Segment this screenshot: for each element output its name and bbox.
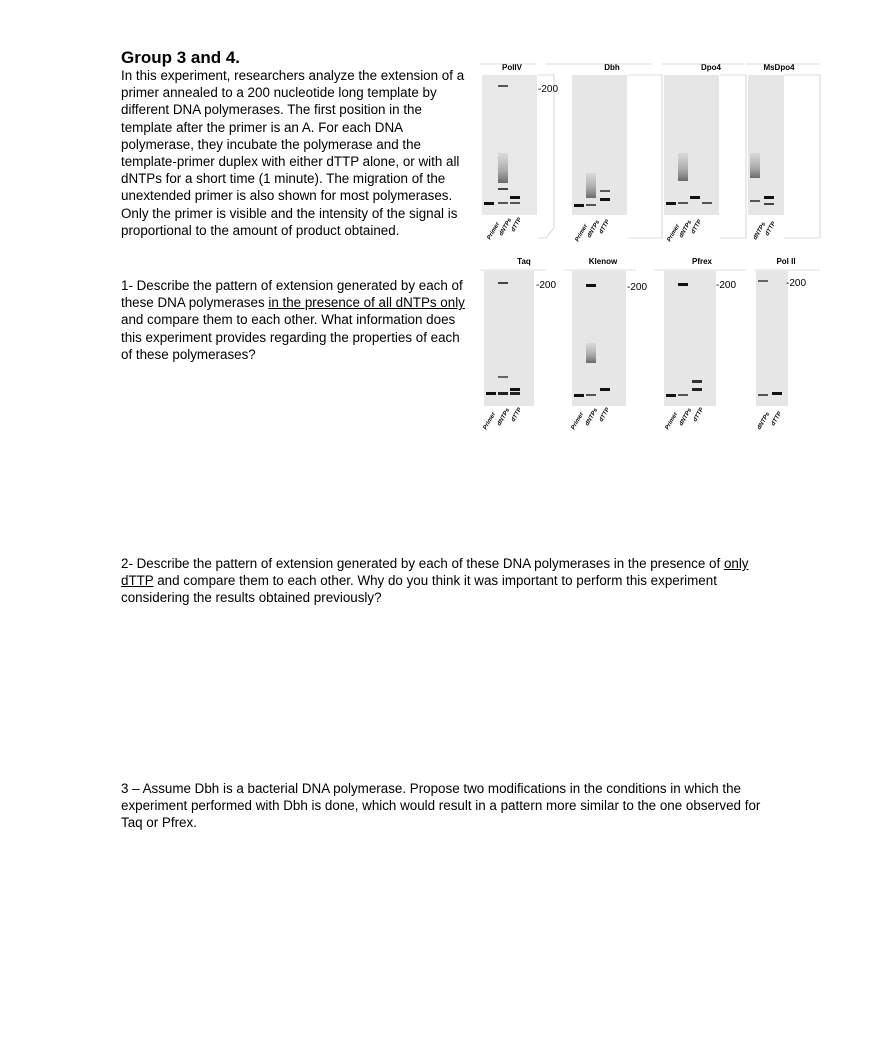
lane-label: Primer bbox=[574, 223, 590, 243]
size-marker-label: -200 bbox=[716, 280, 737, 291]
lane-label: dNTPs bbox=[678, 407, 694, 427]
lane-label: Primer bbox=[570, 411, 586, 431]
intro-paragraph: In this experiment, researchers analyze the extension of a primer annealed to a 200 nucleotide long template by different DNA polymerases. The first position in the template after the primer is an A. For each DNA polymerase, they incubate the polymerase and the template-primer duplex with either dTTP alone, or with all dNTPs for a short time (1 minute). The migration of the unextended primer is also shown for most polymerases. Only the primer is visible and the intensity of the signal is proportional to the amount of product obtained. bbox=[121, 68, 465, 238]
gel-title: Pfrex bbox=[691, 257, 713, 266]
gel-title: Pol II bbox=[776, 257, 796, 266]
gel-panel bbox=[664, 271, 716, 406]
q2-underlined: only dTTP bbox=[121, 556, 749, 589]
gel-title: Taq bbox=[517, 257, 531, 266]
gel-pfrex bbox=[654, 257, 746, 431]
lane-label: dTTP bbox=[764, 221, 778, 237]
gel-msdpo4 bbox=[746, 63, 820, 241]
lane-label: dNTPs bbox=[756, 411, 772, 431]
gel-panel bbox=[748, 75, 784, 215]
lane-label: dNTPs bbox=[584, 407, 600, 427]
lane-label: Primer bbox=[482, 411, 498, 431]
gel-title: PolIV bbox=[501, 63, 523, 72]
gel-dpo4 bbox=[662, 63, 746, 243]
gel-title: MsDpo4 bbox=[763, 63, 795, 72]
gel-poliv bbox=[480, 63, 558, 241]
gel-panel bbox=[664, 75, 719, 215]
gel-pol-ii bbox=[754, 257, 820, 431]
question-2 bbox=[121, 555, 761, 607]
gel-panel bbox=[484, 271, 534, 406]
lane-label: Primer bbox=[664, 411, 680, 431]
gel-panel bbox=[482, 75, 537, 215]
gel-panel bbox=[756, 271, 788, 406]
size-marker-label: -200 bbox=[538, 84, 559, 95]
q1-underlined: in the presence of all dNTPs only bbox=[268, 295, 465, 311]
lane-label: dNTPs bbox=[678, 219, 694, 239]
lane-label: dTTP bbox=[770, 411, 784, 427]
lane-label: dTTP bbox=[598, 219, 612, 235]
size-marker-label: -200 bbox=[786, 278, 807, 289]
lane-label: Primer bbox=[486, 221, 502, 241]
gel-dbh bbox=[546, 63, 662, 243]
lane-label: dTTP bbox=[690, 219, 704, 235]
size-marker-label: -200 bbox=[536, 280, 557, 291]
gel-title: Dbh bbox=[604, 63, 620, 72]
page-title: Group 3 and 4. bbox=[121, 48, 241, 67]
lane-label: dNTPs bbox=[498, 217, 514, 237]
lane-label: dTTP bbox=[692, 407, 706, 423]
gel-title: Klenow bbox=[588, 257, 618, 266]
lane-label: dTTP bbox=[598, 407, 612, 423]
gel-figure bbox=[476, 58, 822, 438]
q2-text-end: and compare them to each other. Why do you think it was important to perform this experiment considering the results obtained previously? bbox=[121, 573, 717, 606]
gel-taq bbox=[480, 257, 556, 431]
gel-panel bbox=[572, 271, 626, 406]
question-1 bbox=[121, 277, 469, 363]
gel-title: Dpo4 bbox=[701, 63, 721, 72]
q1-text-start: 1- Describe the pattern of extension generated by each of these DNA polymerases bbox=[121, 278, 463, 311]
lane-label: dNTPs bbox=[586, 219, 602, 239]
q2-text-start: 2- Describe the pattern of extension generated by each of these DNA polymerases in the presence of bbox=[121, 556, 724, 571]
gel-klenow bbox=[564, 257, 647, 431]
lane-label: dTTP bbox=[510, 217, 524, 233]
lane-label: dNTPs bbox=[496, 407, 512, 427]
lane-label: dNTPs bbox=[752, 221, 768, 241]
gel-panel bbox=[572, 75, 627, 215]
size-marker-label: -200 bbox=[627, 282, 648, 293]
lane-label: dTTP bbox=[510, 407, 524, 423]
q1-text-end: and compare them to each other. What information does this experiment provides regarding the properties of each of these polymerases? bbox=[121, 312, 460, 362]
lane-label: Primer bbox=[666, 223, 682, 243]
question-3: 3 – Assume Dbh is a bacterial DNA polymerase. Propose two modifications in the conditions in which the experiment performed with Dbh is done, which would result in a pattern more similar to the one observed for Taq or Pfrex. bbox=[121, 781, 761, 831]
